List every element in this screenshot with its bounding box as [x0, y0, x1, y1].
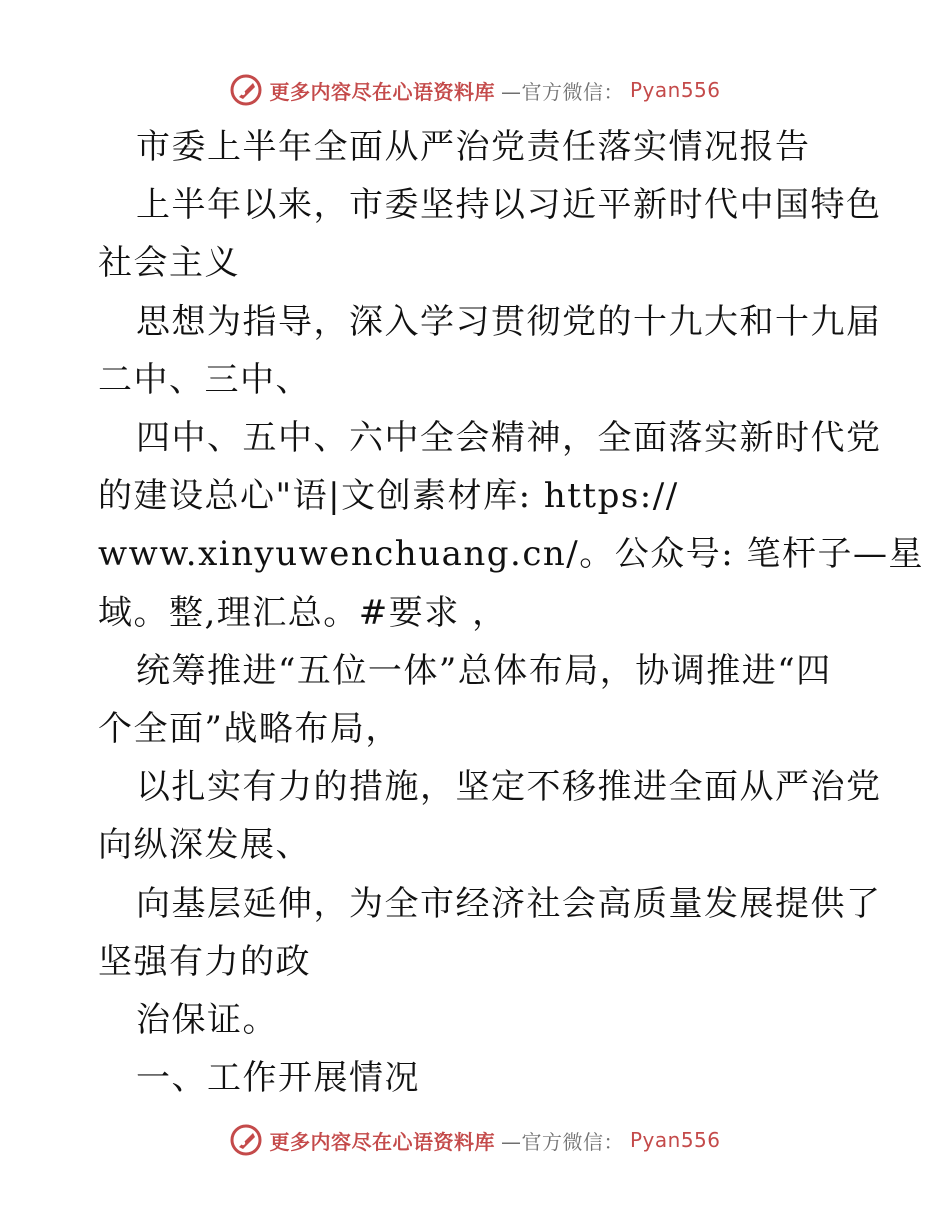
paragraph-line: 坚强有力的政	[98, 941, 311, 982]
banner-label: —官方微信：	[500, 79, 624, 104]
paragraph-line: 的建设总心"语|文创素材库: https://	[98, 476, 679, 517]
paragraph-line: 个全面”战略布局，	[98, 709, 401, 750]
paragraph-line: 二中、三中、	[98, 359, 311, 400]
footer-banner	[0, 1120, 950, 1160]
banner-wechat-id: Pyan556	[629, 1128, 721, 1152]
pen-nib-logo-icon	[229, 73, 263, 107]
banner-label: —官方微信：	[500, 1129, 624, 1154]
paragraph-line: 域。整,理汇总。#要求 ，	[98, 592, 508, 633]
paragraph-line: 治保证。	[136, 1000, 278, 1041]
paragraph-line: 上半年以来，市委坚持以习近平新时代中国特色	[136, 185, 882, 226]
banner-wechat-id: Pyan556	[629, 78, 721, 102]
section-heading: 一、工作开展情况	[136, 1058, 420, 1099]
banner-title: 更多内容尽在心语资料库	[269, 1129, 495, 1154]
paragraph-line: 思想为指导，深入学习贯彻党的十九大和十九届	[136, 301, 882, 342]
paragraph-line: www.xinyuwenchuang.cn/。公众号: 笔杆子—星	[98, 534, 924, 575]
pen-nib-logo-icon	[229, 1123, 263, 1157]
paragraph-line: 以扎实有力的措施，坚定不移推进全面从严治党	[136, 767, 882, 808]
banner-title: 更多内容尽在心语资料库	[269, 79, 495, 104]
paragraph-line: 向基层延伸，为全市经济社会高质量发展提供了	[136, 883, 882, 924]
paragraph-line: 社会主义	[98, 243, 240, 284]
paragraph-line: 统筹推进“五位一体”总体布局，协调推进“四	[136, 650, 832, 691]
document-body	[98, 118, 924, 1107]
header-banner	[0, 70, 950, 110]
paragraph-line: 向纵深发展、	[98, 825, 311, 866]
paragraph-line: 四中、五中、六中全会精神，全面落实新时代党	[136, 418, 882, 459]
document-title: 市委上半年全面从严治党责任落实情况报告	[136, 127, 811, 167]
